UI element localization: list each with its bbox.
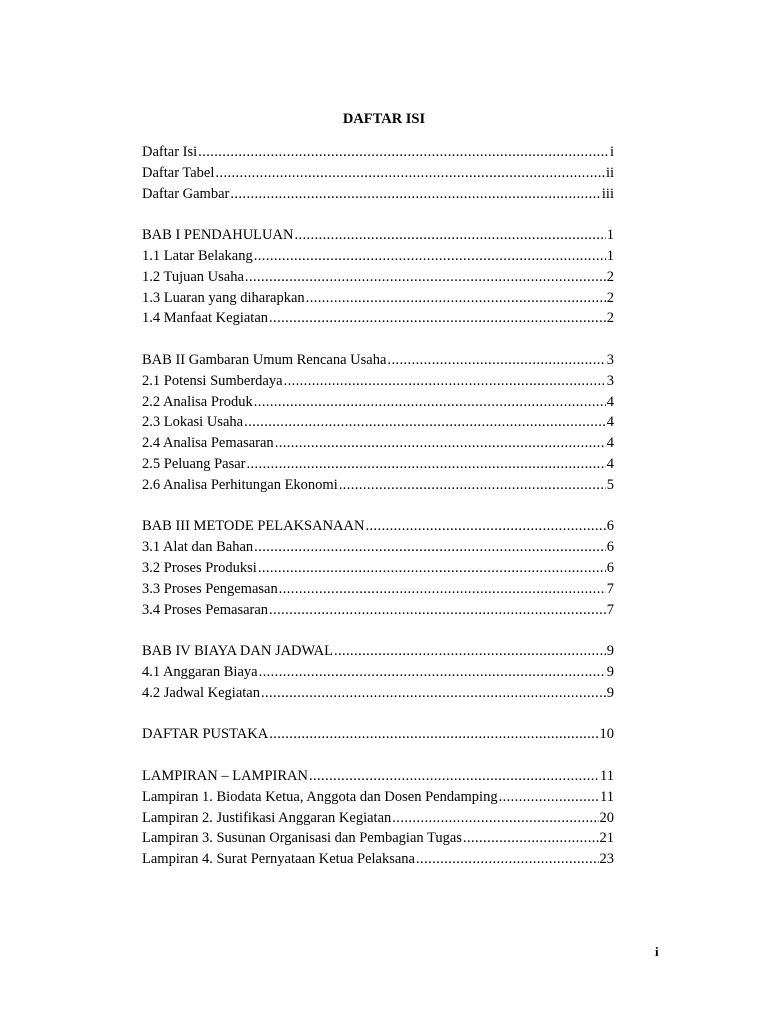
toc-entry[interactable] [142, 433, 614, 454]
toc-entry-label: Lampiran 1. Biodata Ketua, Anggota dan Dosen Pendamping [142, 788, 498, 805]
toc-entry-page: 4 [606, 435, 614, 452]
toc-entry-label: 4.1 Anggaran Biaya [142, 663, 258, 680]
toc-entry-page: 5 [606, 476, 614, 493]
toc-entry-page: 2 [606, 289, 614, 306]
toc-group [142, 724, 614, 745]
toc-entry[interactable] [142, 558, 614, 579]
toc-entry[interactable] [142, 683, 614, 704]
toc-entry-page: 10 [599, 726, 614, 743]
toc-entry[interactable] [142, 724, 614, 745]
toc-entry-label: 3.4 Proses Pemasaran [142, 601, 269, 618]
toc-entry[interactable] [142, 766, 614, 787]
toc-dot-leader [247, 454, 606, 475]
page-number: i [655, 944, 659, 959]
toc-entry-page: 23 [599, 851, 614, 868]
toc-entry-label: 3.3 Proses Pengemasan [142, 580, 278, 597]
toc-entry[interactable] [142, 579, 614, 600]
toc-entry-label: 2.4 Analisa Pemasaran [142, 435, 274, 452]
toc-entry-page: 7 [606, 580, 614, 597]
toc-dot-leader [244, 412, 606, 433]
toc-entry-label: Lampiran 2. Justifikasi Anggaran Kegiatan [142, 809, 392, 826]
toc-entry-label: Daftar Isi [142, 144, 198, 160]
toc-dot-leader [269, 724, 598, 745]
toc-dot-leader [245, 267, 606, 288]
toc-entry[interactable] [142, 371, 614, 392]
toc-entry-label: 2.1 Potensi Sumberdaya [142, 372, 283, 389]
toc-entry[interactable] [142, 288, 614, 309]
toc-entry-label: BAB II Gambaran Umum Rencana Usaha [142, 351, 387, 368]
toc-entry[interactable] [142, 225, 614, 246]
toc-entry-page: 1 [606, 227, 614, 244]
toc-entry[interactable] [142, 246, 614, 267]
toc-entry[interactable] [142, 267, 614, 288]
toc-dot-leader [499, 787, 599, 808]
toc-dot-leader [387, 350, 605, 371]
toc-entry-page: 9 [606, 643, 614, 660]
toc-entry[interactable] [142, 828, 614, 849]
toc-entry-label: 1.2 Tujuan Usaha [142, 268, 244, 285]
toc-dot-leader [215, 163, 605, 184]
toc-entry-label: Lampiran 4. Surat Pernyataan Ketua Pelaksana [142, 851, 415, 868]
toc-entry[interactable] [142, 454, 614, 475]
toc-entry[interactable] [142, 849, 614, 870]
toc-entry-page: 4 [606, 414, 614, 431]
toc-entry[interactable] [142, 662, 614, 683]
toc-entry-label: 2.6 Analisa Perhitungan Ekonomi [142, 476, 338, 493]
toc-dot-leader [294, 225, 605, 246]
toc-dot-leader [334, 641, 606, 662]
toc-entry-page: 9 [606, 684, 614, 701]
toc-dot-leader [275, 433, 606, 454]
toc-entry[interactable] [142, 392, 614, 413]
toc-dot-leader [392, 808, 598, 829]
toc-entry-label: 2.2 Analisa Produk [142, 393, 253, 410]
toc-entry-page: 4 [606, 393, 614, 410]
toc-entry[interactable] [142, 184, 614, 205]
toc-dot-leader [284, 371, 606, 392]
toc-dot-leader [259, 662, 606, 683]
toc-group [142, 142, 614, 204]
toc-entry-page: 6 [606, 539, 614, 556]
toc-group [142, 225, 614, 329]
toc-entry[interactable] [142, 142, 614, 163]
toc-group [142, 516, 614, 620]
toc-entry[interactable] [142, 537, 614, 558]
toc-entry-label: DAFTAR PUSTAKA [142, 726, 269, 743]
toc-entry-label: Lampiran 3. Susunan Organisasi dan Pembagian Tugas [142, 830, 462, 847]
toc-entry-page: i [609, 144, 614, 160]
toc-entry-label: Daftar Tabel [142, 164, 215, 181]
toc-entry[interactable] [142, 350, 614, 371]
table-of-contents [142, 142, 614, 891]
toc-entry-page: 11 [600, 767, 614, 784]
toc-entry-page: 4 [606, 455, 614, 472]
toc-entry-page: 11 [600, 788, 614, 805]
toc-entry-page: 7 [606, 601, 614, 618]
toc-entry[interactable] [142, 787, 614, 808]
toc-entry[interactable] [142, 516, 614, 537]
toc-dot-leader [258, 558, 606, 579]
toc-entry-label: 2.3 Lokasi Usaha [142, 414, 244, 431]
toc-dot-leader [365, 516, 605, 537]
toc-dot-leader [463, 828, 599, 849]
toc-entry-label: Daftar Gambar [142, 185, 230, 202]
toc-entry-label: 3.1 Alat dan Bahan [142, 539, 254, 556]
toc-dot-leader [261, 683, 606, 704]
toc-entry[interactable] [142, 163, 614, 184]
toc-entry-page: 20 [599, 809, 614, 826]
toc-dot-leader [339, 475, 606, 496]
toc-dot-leader [254, 537, 606, 558]
toc-dot-leader [269, 308, 606, 329]
toc-entry-label: 1.4 Manfaat Kegiatan [142, 310, 269, 327]
toc-entry-label: 4.2 Jadwal Kegiatan [142, 684, 260, 701]
toc-entry-label: 1.3 Luaran yang diharapkan [142, 289, 305, 306]
toc-dot-leader [198, 142, 609, 163]
toc-dot-leader [230, 184, 601, 205]
toc-entry[interactable] [142, 412, 614, 433]
toc-entry-page: 3 [606, 372, 614, 389]
toc-entry[interactable] [142, 641, 614, 662]
toc-entry-label: 1.1 Latar Belakang [142, 247, 253, 264]
toc-entry-label: BAB III METODE PELAKSANAAN [142, 518, 365, 535]
toc-entry[interactable] [142, 475, 614, 496]
toc-entry-label: 3.2 Proses Produksi [142, 559, 257, 576]
toc-dot-leader [254, 392, 606, 413]
toc-dot-leader [309, 766, 599, 787]
toc-entry-page: 2 [606, 310, 614, 327]
toc-entry-page: 9 [606, 663, 614, 680]
toc-dot-leader [279, 579, 606, 600]
toc-entry-page: 21 [599, 830, 614, 847]
toc-entry[interactable] [142, 308, 614, 329]
toc-entry-page: iii [601, 185, 614, 202]
toc-dot-leader [416, 849, 599, 870]
page-title: DAFTAR ISI [342, 111, 426, 127]
toc-entry-label: LAMPIRAN – LAMPIRAN [142, 767, 308, 784]
toc-entry-page: 3 [606, 351, 614, 368]
toc-entry[interactable] [142, 600, 614, 621]
toc-entry-page: 6 [606, 559, 614, 576]
toc-group [142, 766, 614, 870]
toc-group [142, 641, 614, 703]
toc-entry-label: BAB I PENDAHULUAN [142, 227, 294, 244]
toc-entry-page: 2 [606, 268, 614, 285]
toc-entry-page: 1 [606, 247, 614, 264]
toc-dot-leader [269, 600, 606, 621]
toc-entry-page: ii [605, 164, 614, 181]
toc-group [142, 350, 614, 496]
toc-entry[interactable] [142, 808, 614, 829]
toc-dot-leader [254, 246, 606, 267]
toc-entry-page: 6 [606, 518, 614, 535]
toc-entry-label: 2.5 Peluang Pasar [142, 455, 246, 472]
toc-dot-leader [306, 288, 606, 309]
toc-entry-label: BAB IV BIAYA DAN JADWAL [142, 643, 333, 660]
